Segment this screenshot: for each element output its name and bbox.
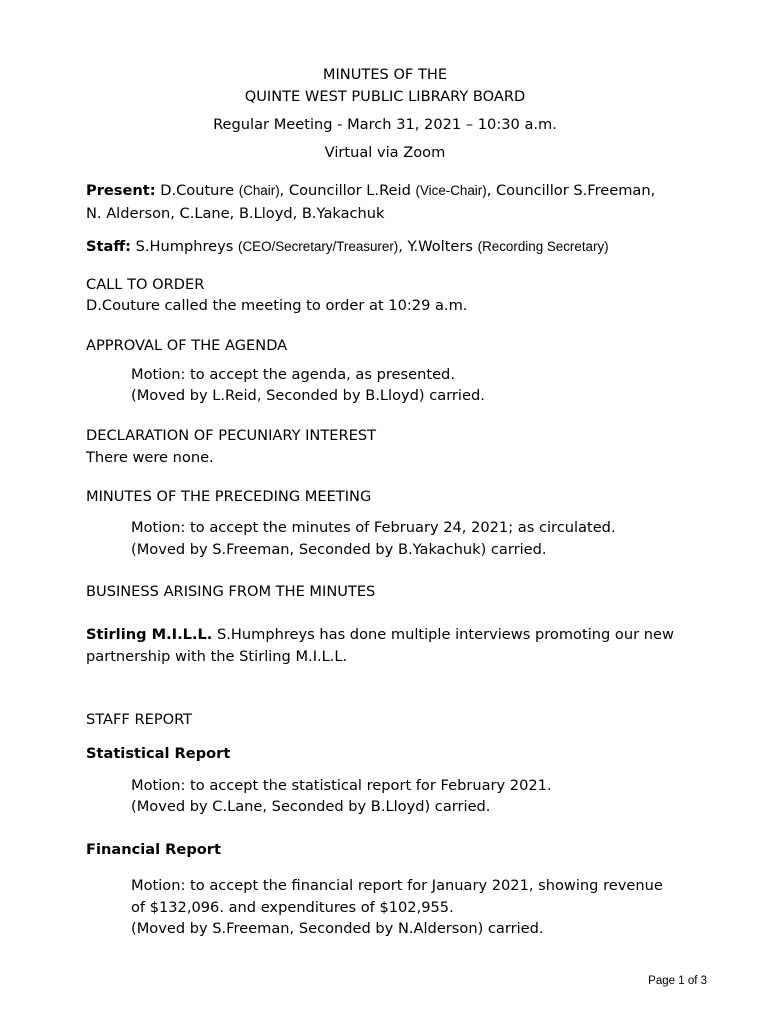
present-name: , Councillor L.Reid [279,182,416,199]
doc-title-line2: QUINTE WEST PUBLIC LIBRARY BOARD [244,88,526,105]
call-to-order-heading: CALL TO ORDER [86,276,205,293]
business-item-text: S.Humphreys has done multiple interviews promoting our new [212,626,674,643]
staff-report-heading: STAFF REPORT [86,711,193,728]
present-role: (Chair) [238,183,280,198]
statistical-motion: Motion: to accept the statistical report for February 2021. [131,777,552,794]
staff-name: , Y.Wolters [398,238,478,255]
staff-role: (Recording Secretary) [477,239,609,254]
present-role: (Vice-Chair) [415,183,487,198]
staff-name: S.Humphreys [131,238,239,255]
pecuniary-text: There were none. [86,449,214,466]
meeting-location: Virtual via Zoom [324,144,446,161]
pecuniary-heading: DECLARATION OF PECUNIARY INTEREST [86,427,377,444]
agenda-heading: APPROVAL OF THE AGENDA [86,337,288,354]
business-heading: BUSINESS ARISING FROM THE MINUTES [86,583,376,600]
statistical-moved: (Moved by C.Lane, Seconded by B.Lloyd) carried. [131,798,491,815]
financial-report-title: Financial Report [86,841,221,858]
present-line-2: N. Alderson, C.Lane, B.Lloyd, B.Yakachuk [86,205,385,222]
business-item-label: Stirling M.I.L.L. [86,626,213,643]
page-number: Page 1 of 3 [648,975,707,987]
agenda-moved: (Moved by L.Reid, Seconded by B.Lloyd) carried. [131,387,485,404]
financial-motion: Motion: to accept the financial report for January 2021, showing revenue [131,877,663,894]
doc-title-line1: MINUTES OF THE [322,66,448,83]
statistical-report-heading [86,745,230,762]
present-line [86,182,655,199]
minutes-motion: Motion: to accept the minutes of February 24, 2021; as circulated. [131,519,616,536]
present-label: Present: [86,182,156,199]
minutes-moved: (Moved by S.Freeman, Seconded by B.Yakachuk) carried. [131,541,547,558]
staff-line [86,238,609,255]
financial-report-heading [86,841,221,858]
meeting-date: Regular Meeting - March 31, 2021 – 10:30 a.m. [213,116,557,133]
staff-label: Staff: [86,238,131,255]
business-item-text-2: partnership with the Stirling M.I.L.L. [86,648,348,665]
financial-motion-2: of $132,096. and expenditures of $102,955. [131,899,454,916]
agenda-motion: Motion: to accept the agenda, as presented. [131,366,455,383]
call-to-order-text: D.Couture called the meeting to order at 10:29 a.m. [86,297,468,314]
statistical-report-title: Statistical Report [86,745,231,762]
present-name: D.Couture [155,182,239,199]
present-name: , Councillor S.Freeman, [486,182,656,199]
minutes-heading: MINUTES OF THE PRECEDING MEETING [86,488,372,505]
financial-moved: (Moved by S.Freeman, Seconded by N.Alderson) carried. [131,920,544,937]
staff-role: (CEO/Secretary/Treasurer) [238,239,399,254]
business-item [86,626,674,643]
